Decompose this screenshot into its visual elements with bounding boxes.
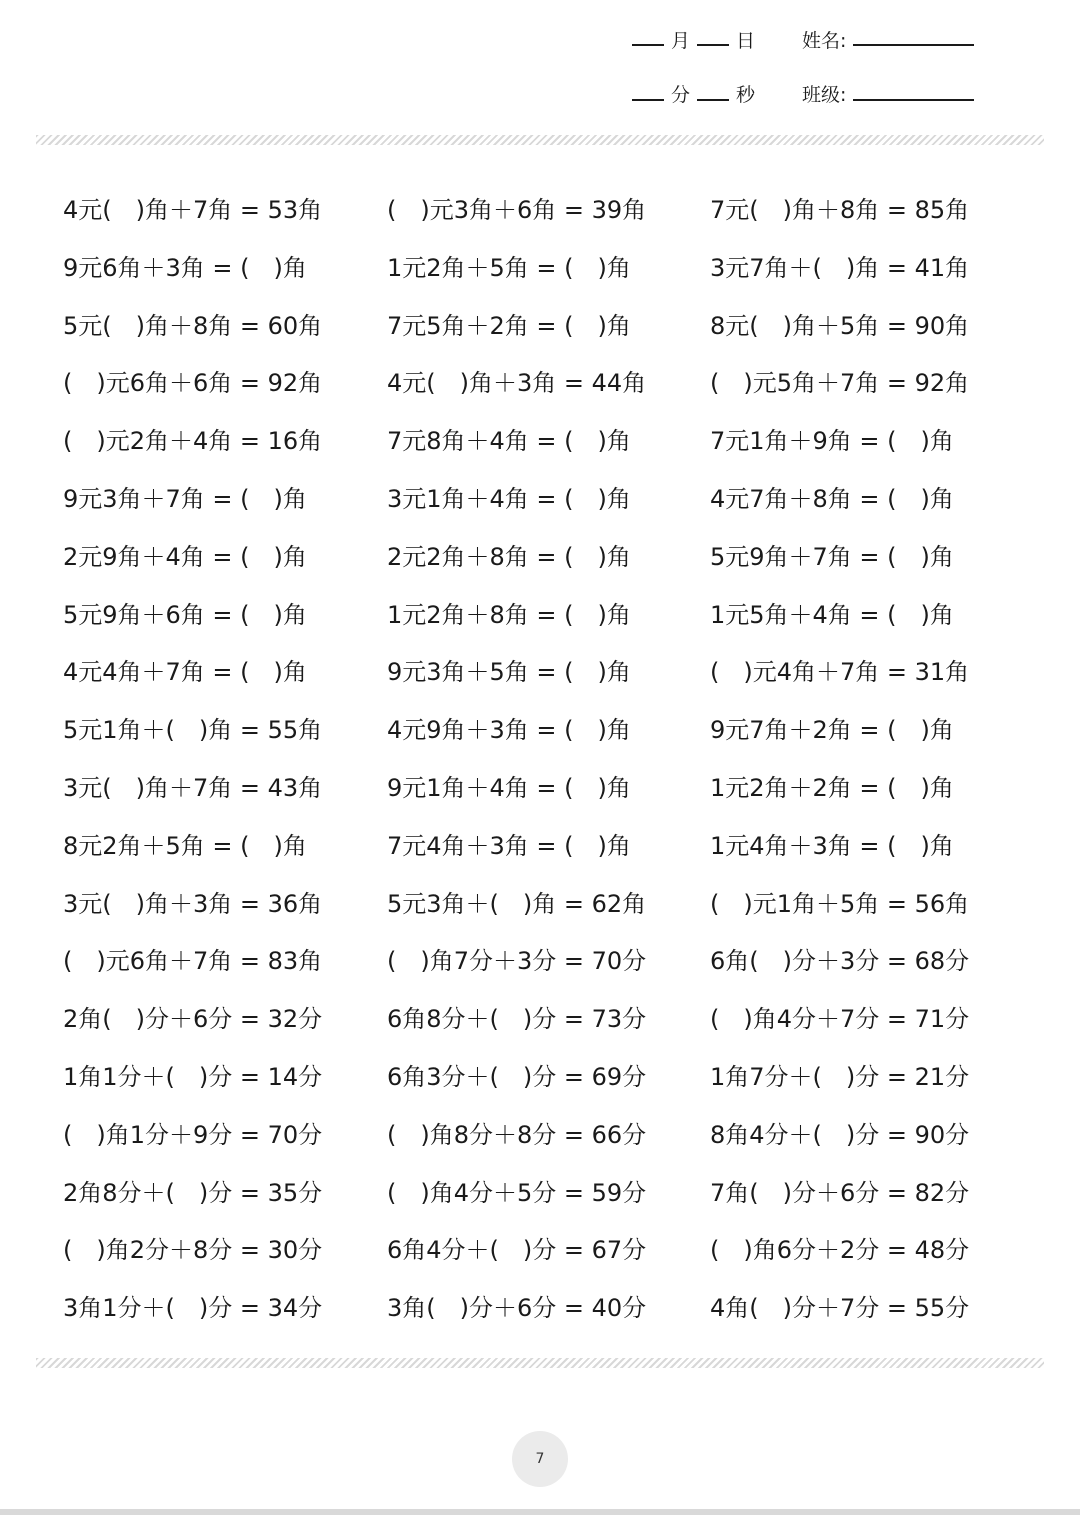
problem-row bbox=[0, 190, 1080, 230]
problem-row bbox=[0, 999, 1080, 1039]
name-label: 姓名: bbox=[802, 30, 847, 52]
problem-item[interactable]: 5元( )角＋8角 = 60角 bbox=[63, 311, 323, 340]
problem-row bbox=[0, 363, 1080, 403]
problem-item[interactable]: 9元6角＋3角 = ( )角 bbox=[63, 253, 307, 282]
problem-item[interactable]: 7元1角＋9角 = ( )角 bbox=[710, 427, 954, 456]
problem-item[interactable]: 5元3角＋( )角 = 62角 bbox=[387, 889, 647, 918]
problem-item[interactable]: 3元1角＋4角 = ( )角 bbox=[387, 485, 631, 513]
problem-item[interactable]: 1元2角＋8角 = ( )角 bbox=[387, 600, 631, 629]
problem-item[interactable]: 6角8分＋( )分 = 73分 bbox=[387, 1005, 647, 1034]
problem-item[interactable]: ( )角7分＋3分 = 70分 bbox=[387, 947, 647, 976]
problem-item[interactable]: 2元9角＋4角 = ( )角 bbox=[63, 542, 307, 571]
problem-item[interactable]: ( )角8分＋8分 = 66分 bbox=[387, 1120, 647, 1149]
problem-item[interactable]: 1元2角＋5角 = ( )角 bbox=[387, 253, 631, 282]
problem-item[interactable]: 6角( )分＋3分 = 68分 bbox=[710, 947, 970, 976]
problem-item[interactable]: 4元( )角＋7角 = 53角 bbox=[63, 196, 323, 224]
class-field[interactable] bbox=[853, 99, 974, 101]
problem-item[interactable]: 3元( )角＋7角 = 43角 bbox=[63, 774, 323, 802]
day-label: 日 bbox=[736, 30, 756, 52]
problem-item[interactable]: ( )元4角＋7角 = 31角 bbox=[710, 658, 970, 687]
minute-label: 分 bbox=[671, 84, 691, 106]
month-blank[interactable] bbox=[632, 44, 664, 46]
problem-row bbox=[0, 652, 1080, 692]
problem-row bbox=[0, 306, 1080, 346]
problem-item[interactable]: 3角1分＋( )分 = 34分 bbox=[63, 1294, 323, 1323]
problem-item[interactable]: 4角( )分＋7分 = 55分 bbox=[710, 1294, 970, 1323]
problem-item[interactable]: 2角8分＋( )分 = 35分 bbox=[63, 1178, 323, 1207]
problem-item[interactable]: 2元2角＋8角 = ( )角 bbox=[387, 542, 631, 571]
problem-item[interactable]: ( )角6分＋2分 = 48分 bbox=[710, 1236, 970, 1265]
problem-item[interactable]: 6角4分＋( )分 = 67分 bbox=[387, 1236, 647, 1265]
problem-item[interactable]: 5元9角＋6角 = ( )角 bbox=[63, 600, 307, 629]
problem-row bbox=[0, 1057, 1080, 1097]
problem-row bbox=[0, 1173, 1080, 1213]
problem-item[interactable]: ( )元6角＋7角 = 83角 bbox=[63, 947, 323, 976]
problem-item[interactable]: 4元7角＋8角 = ( )角 bbox=[710, 485, 954, 513]
problem-item[interactable]: 1元2角＋2角 = ( )角 bbox=[710, 774, 954, 802]
problem-item[interactable]: 7角( )分＋6分 = 82分 bbox=[710, 1178, 970, 1207]
problem-item[interactable]: ( )元2角＋4角 = 16角 bbox=[63, 427, 323, 456]
problem-row bbox=[0, 884, 1080, 924]
problem-item[interactable]: 2角( )分＋6分 = 32分 bbox=[63, 1005, 323, 1034]
name-field[interactable] bbox=[853, 44, 974, 46]
bottom-divider bbox=[36, 1358, 1044, 1368]
minute-blank[interactable] bbox=[632, 99, 664, 101]
problem-row bbox=[0, 479, 1080, 519]
problem-row bbox=[0, 421, 1080, 461]
problem-item[interactable]: 4元9角＋3角 = ( )角 bbox=[387, 716, 631, 745]
second-label: 秒 bbox=[736, 84, 756, 106]
problem-item[interactable]: 7元( )角＋8角 = 85角 bbox=[710, 196, 970, 224]
problem-row bbox=[0, 248, 1080, 288]
problem-item[interactable]: ( )角4分＋7分 = 71分 bbox=[710, 1005, 970, 1034]
problem-row bbox=[0, 1115, 1080, 1155]
problem-item[interactable]: 8角4分＋( )分 = 90分 bbox=[710, 1120, 970, 1149]
page-number: 7 bbox=[512, 1431, 568, 1487]
problem-row bbox=[0, 768, 1080, 808]
problem-item[interactable]: 4元4角＋7角 = ( )角 bbox=[63, 658, 307, 687]
problem-item[interactable]: ( )元1角＋5角 = 56角 bbox=[710, 889, 970, 918]
top-divider bbox=[36, 135, 1044, 145]
problem-item[interactable]: 3元( )角＋3角 = 36角 bbox=[63, 889, 323, 918]
problem-item[interactable]: 9元1角＋4角 = ( )角 bbox=[387, 774, 631, 802]
problem-row bbox=[0, 1288, 1080, 1328]
problem-item[interactable]: 5元1角＋( )角 = 55角 bbox=[63, 716, 323, 745]
problem-row bbox=[0, 1230, 1080, 1270]
problem-item[interactable]: 3角( )分＋6分 = 40分 bbox=[387, 1294, 647, 1323]
problem-item[interactable]: ( )元5角＋7角 = 92角 bbox=[710, 369, 970, 398]
problem-item[interactable]: ( )元3角＋6角 = 39角 bbox=[387, 196, 647, 224]
worksheet-header bbox=[0, 0, 1080, 120]
problem-row bbox=[0, 710, 1080, 750]
problem-item[interactable]: ( )角1分＋9分 = 70分 bbox=[63, 1120, 323, 1149]
problem-item[interactable]: 7元4角＋3角 = ( )角 bbox=[387, 831, 631, 860]
problem-item[interactable]: 9元3角＋5角 = ( )角 bbox=[387, 658, 631, 687]
class-label: 班级: bbox=[802, 84, 847, 106]
problem-item[interactable]: 9元3角＋7角 = ( )角 bbox=[63, 485, 307, 513]
page-bottom-edge bbox=[0, 1509, 1080, 1515]
problem-row bbox=[0, 941, 1080, 981]
problem-item[interactable]: 5元9角＋7角 = ( )角 bbox=[710, 542, 954, 571]
month-label: 月 bbox=[671, 30, 691, 52]
problem-item[interactable]: 1角7分＋( )分 = 21分 bbox=[710, 1063, 970, 1091]
problem-row bbox=[0, 537, 1080, 577]
problem-item[interactable]: 7元5角＋2角 = ( )角 bbox=[387, 311, 631, 340]
problem-row bbox=[0, 595, 1080, 635]
day-blank[interactable] bbox=[697, 44, 729, 46]
problem-item[interactable]: 8元2角＋5角 = ( )角 bbox=[63, 831, 307, 860]
problem-item[interactable]: ( )角4分＋5分 = 59分 bbox=[387, 1178, 647, 1207]
second-blank[interactable] bbox=[697, 99, 729, 101]
problem-item[interactable]: 1角1分＋( )分 = 14分 bbox=[63, 1063, 323, 1091]
problem-item[interactable]: 1元4角＋3角 = ( )角 bbox=[710, 831, 954, 860]
problem-item[interactable]: 4元( )角＋3角 = 44角 bbox=[387, 369, 647, 398]
problem-item[interactable]: 6角3分＋( )分 = 69分 bbox=[387, 1063, 647, 1091]
problem-item[interactable]: 1元5角＋4角 = ( )角 bbox=[710, 600, 954, 629]
problem-item[interactable]: 9元7角＋2角 = ( )角 bbox=[710, 716, 954, 745]
problem-item[interactable]: 8元( )角＋5角 = 90角 bbox=[710, 311, 970, 340]
problem-item[interactable]: 3元7角＋( )角 = 41角 bbox=[710, 253, 970, 282]
problem-item[interactable]: ( )角2分＋8分 = 30分 bbox=[63, 1236, 323, 1265]
problem-item[interactable]: 7元8角＋4角 = ( )角 bbox=[387, 427, 631, 456]
problem-item[interactable]: ( )元6角＋6角 = 92角 bbox=[63, 369, 323, 398]
problem-row bbox=[0, 826, 1080, 866]
